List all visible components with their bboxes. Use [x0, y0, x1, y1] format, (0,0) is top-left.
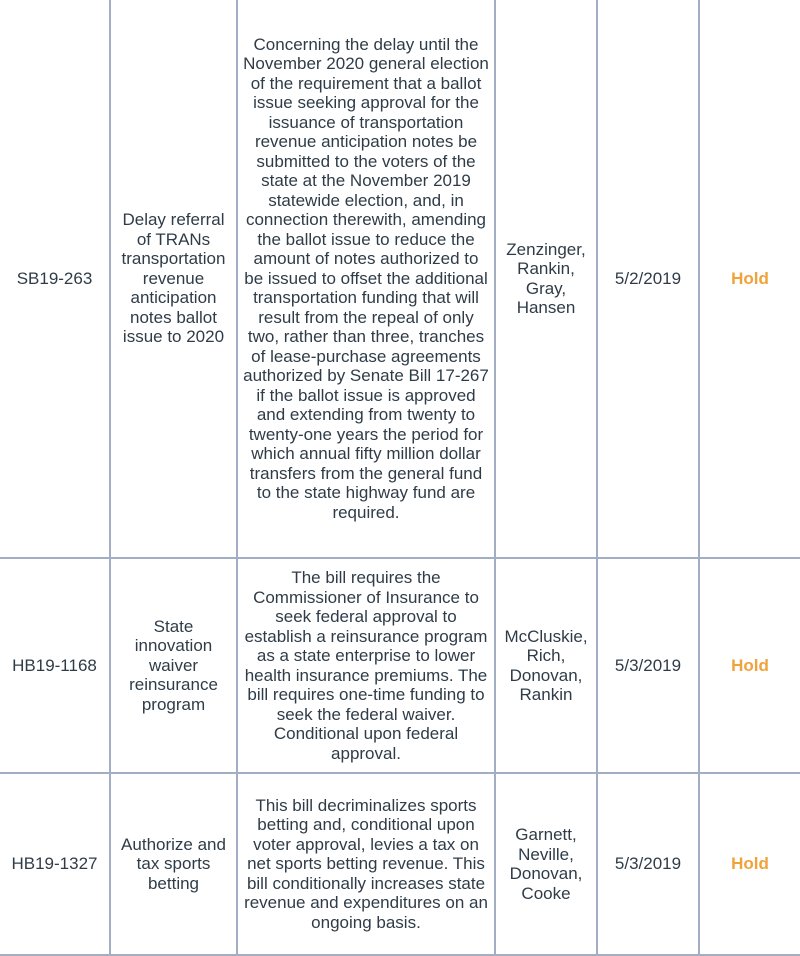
bill-description: Concerning the delay until the November 2020 general election of the requirement that a ballot issue seeking approval for the issuance of transportation revenue anticipation notes be submitted to the voters of the state at the November 2019 statewide election, and, in connection therewith, amending the ballot issue to reduce the amount of notes authorized to be issued to offset the additional transportation funding that will result from the repeal of only two, rather than three, tranches of lease-purchase agreements authorized by Senate Bill 17-267 if the ballot issue is approved and extending from twenty to twenty-one years the period for which annual fifty million dollar transfers from the general fund to the state highway fund are required.: [237, 0, 495, 558]
bill-sponsors: McCluskie, Rich, Donovan, Rankin: [495, 558, 597, 773]
bill-description: This bill decriminalizes sports betting and, conditional upon voter approval, levies a tax on net sports betting revenue. This bill conditionally increases state revenue and expenditures on an ongoing basis.: [237, 773, 495, 955]
status-badge: Hold: [731, 268, 769, 288]
bill-title: Delay referral of TRANs transportation revenue anticipation notes ballot issue to 2020: [110, 0, 237, 558]
bill-number: SB19-263: [0, 0, 110, 558]
bill-date: 5/3/2019: [597, 773, 699, 955]
table-row: [0, 558, 800, 773]
bill-sponsors: Garnett, Neville, Donovan, Cooke: [495, 773, 597, 955]
status-badge: Hold: [731, 854, 769, 874]
bill-sponsors: Zenzinger, Rankin, Gray, Hansen: [495, 0, 597, 558]
bill-number: HB19-1168: [0, 558, 110, 773]
bill-title: Authorize and tax sports betting: [110, 773, 237, 955]
bill-date: 5/2/2019: [597, 0, 699, 558]
bill-description: The bill requires the Commissioner of Insurance to seek federal approval to establish a reinsurance program as a state enterprise to lower health insurance premiums. The bill requires one-time funding to seek the federal waiver. Conditional upon federal approval.: [237, 558, 495, 773]
bill-status-cell: [699, 0, 800, 558]
status-badge: Hold: [731, 655, 769, 675]
bill-status-cell: [699, 773, 800, 955]
table-row: [0, 773, 800, 955]
bill-number: HB19-1327: [0, 773, 110, 955]
bill-title: State innovation waiver reinsurance program: [110, 558, 237, 773]
bill-status-cell: [699, 558, 800, 773]
bill-date: 5/3/2019: [597, 558, 699, 773]
